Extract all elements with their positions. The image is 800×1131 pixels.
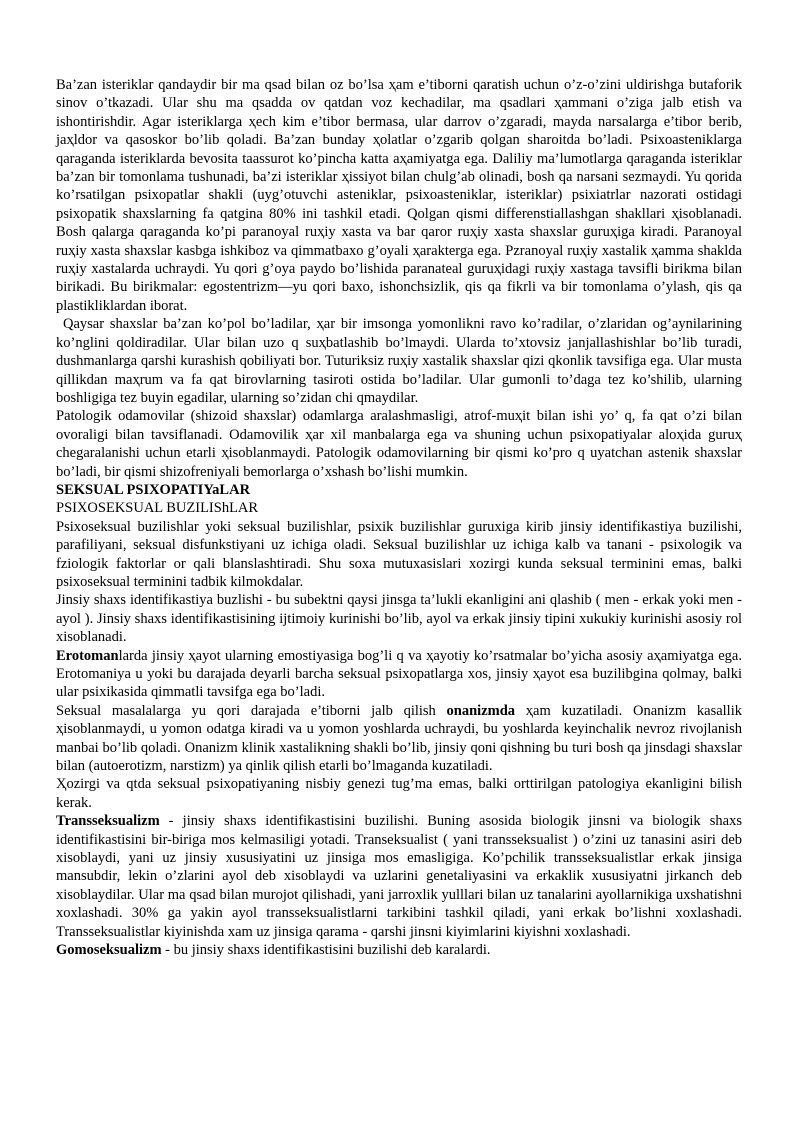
paragraph-onanizm-text-b: ҳam kuzatiladi. Onanizm kasallik ҳisoblanmaydi, u yomon odatga kiradi va u yomon yoshlarda uchraydi, bu yoshlarda keyinchalik nevroz rivojlanish manbai bo’lib qoladi. Onanizm klinik xastalikning shakli bo’lib, jinsiy qoni qishning bu turi bosh qa jinsdagi shaxslar bilan (autoerotizm, narstizm) ya qinlik qilish etarli bo’lmaganda kuzatiladi. bbox=[56, 702, 742, 775]
paragraph-transseksualizm-text: - jinsiy shaxs identifikastisini buzilishi. Buning asosida biologik jinsni va biologik shaxs identifikastisini bir-biriga mos kelmasiligi yotadi. Transeksualist ( yani transseksualist ) o’zini uz tanasini asiri deb xisoblaydi, yani uz jinsiy xususiyatini uz jinsiga mos emasligiga. Ko’pchilik transseksualistlar erkak jinsiga mansubdir, lekin o’zlarini ayol deb xisoblaydi va uzlarini genetaliyasini va erkaklik xususiyatni jirkanch deb xisoblaydilar. Ular ma qsad bilan murojot qilishadi, yani jarroxlik yulllari bilan uz tanalarini ayollarnikiga uxshatishni xoxlashadi. 30% ga yakin ayol transseksualistlarni tarkibini tashkil qiladi, yani erkak bo’lishni xoxlashadi. Transseksualistlar kiyinishda xam uz jinsiga qarama - qarshi jinsni kiyimlarini kiyishni xoxlashadi. bbox=[56, 813, 742, 940]
paragraph-isteriklar: Ba’zan isteriklar qandaydir bir ma qsad bilan oz bo’lsa ҳam e’tiborni qaratish uchun o’z-o’zini uldirishga butaforik sinov o’tkazadi. Ular shu ma qsadda ov qatdan voz kechadilar, ma qsadlari ҳammani o’ziga jalb etish va ishontirishdir. Agar isteriklarga ҳech kim e’tibor bermasa, ular darrov o’zgaradi, mayda narsalarga e’tibor berib, jaҳldor va qasoskor bo’lib qoladi. Ba’zan bunday ҳolatlar o’zgarib qolgan sharoitda bo’ladi. Psixoasteniklarga qaraganda isteriklarda bevosita taassurot ko’pincha katta aҳamiyatga ega. Daliliy ma’lumotlarga qaraganda isteriklar ba’zan bir tomonlama tushunadi, ba’zi isteriklar ҳissiyot bilan chulg’ab olinadi, bosh qa narsani sezmaydi. Yu qorida ko’rsatilgan psixopatlar shakli (uyg’otuvchi asteniklar, psixoasteniklar, isteriklar) psixiatrlar nazorati ostidagi psixopatik shaxslarning fa qatgina 80% ini tashkil etadi. Qolgan qismi differenstiallashgan shakllari ҳisoblanadi. Bosh qalarga qaraganda ko’pi paranoyal ruҳiy xasta va bar qaror ruҳiy xasta shaxslar guruҳiga kiradi. Paranoyal ruҳiy xasta shaxslar kasbga ishkiboz va qimmatbaxo g’oyali ҳarakterga ega. Pzranoyal ruҳiy xastalik ҳamma shaklda ruҳiy xastalarda uchraydi. Yu qori g’oya paydo bo’lishida paranateal guruҳidagi ruҳiy xastaga tavsifli birikma bilan birikadi. Bu birikmalar: egostentrizm—yu qori baxo, ishonchsizlik, qis qa fikrli va bir tomonlama o’ylash, qis qa plastikliklardan iborat. bbox=[56, 77, 742, 314]
paragraph-hozirgi-vaqtda: Ҳozirgi va qtda seksual psixopatiyaning nisbiy genezi tug’ma emas, balki orttirilgan patologiya ekanligini bilish kerak. bbox=[56, 776, 742, 811]
term-erotoman: Erotoman bbox=[56, 647, 119, 664]
term-onanizmda: onanizmda bbox=[446, 702, 516, 719]
paragraph-erotomanlar-text: larda jinsiy ҳayot ularning emostiyasiga bog’li q va ҳayotiy ko’rsatmalar bo’yicha asosiy aҳamiyatga ega. Erotomaniya u yoki bu darajada deyarli barcha seksual psixopatlarga xos, jinsiy ҳayot esa buzilibgina qolmay, balki ular psixikasida qimmatli tavsifga ega bo’ladi. bbox=[56, 647, 742, 701]
paragraph-jinsiy-shaxs: Jinsiy shaxs identifikastiya buzlishi - bu subektni qaysi jinsga ta’lukli ekanligini ani qlashib ( men - erkak yoki men - ayol ). Jinsiy shaxs identifikastisining ijtimoiy kurinishi bo’lib, ayol va erkak jinsiy tipini xukukiy kurinishi asosiy rol xisoblanadi. bbox=[56, 592, 742, 646]
paragraph-patologik-odamovilar: Patologik odamovilar (shizoid shaxslar) odamlarga aralashmasligi, atrof-muҳit bilan ishi yo’ q, fa qat o’zi bilan ovoraligi bilan tavsiflanadi. Odamovilik ҳar xil manbalarga ega va shuning uchun psixopatiyalar aloҳida guruҳ chegaralanishi uchun etarli ҳisoblanmaydi. Patologik odamovilarning bir qismi ko’pro q uyatchan astenik shaxslar bo’ladi, bir qismi shizofreniyali bemorlarga o’xshash bo’lishi mumkin. bbox=[56, 408, 742, 480]
paragraph-gomoseksualizm-text: - bu jinsiy shaxs identifikastisini buzilishi deb karalardi. bbox=[161, 942, 491, 959]
paragraph-psixoseksual-buzilishlar: Psixoseksual buzilishlar yoki seksual buzilishlar, psixik buzilishlar guruxiga kirib jinsiy identifikastiya buzilishi, parafiliyani, seksual disfunkstiyani uz ichiga oladi. Seksual buzilishlar uz ichiga kalb va tanani - psixologik va fziologik faktorlar or qali blanslashtiradi. Shu soxa mutuxasislari xozirgi kunda seksual terminini emas, balki psixoseksual terminini tadbik kilmokdalar. bbox=[56, 518, 742, 590]
term-gomoseksualizm: Gomoseksualizm bbox=[56, 942, 162, 959]
term-transseksualizm: Transseksualizm bbox=[56, 813, 160, 830]
paragraph-gomoseksualizm bbox=[56, 941, 742, 959]
document-page bbox=[56, 76, 742, 960]
paragraph-qaysar-shaxslar: Qaysar shaxslar ba’zan ko’pol bo’ladilar, ҳar bir imsonga yomonlikni ravo ko’radilar, o’zlaridan og’aynilarining ko’nglini qoldiradilar. Ular bilan uzo q suҳbatlashib bo’lmaydi. Ularda to’xtovsiz janjallashishlar bo’lib turadi, dushmanlarga qarshi kurashish qobiliyati bor. Tuturiksiz ruҳiy xastalik shaxslar qizi qkonlik tavsifiga ega. Ular musta qillikdan maҳrum va fa qat birovlarning tasiroti ostida bo’ladilar. Ular gumonli to’daga tez ko’shilib, ularning boshligiga tez buyin egadilar, ularning so’zidan chi qmaydilar. bbox=[56, 316, 742, 406]
paragraph-transseksualizm bbox=[56, 812, 742, 941]
section-heading: SEKSUAL PSIXOPATIYaLAR bbox=[56, 481, 251, 498]
section-subheading: PSIXOSEKSUAL BUZILIShLAR bbox=[56, 500, 259, 517]
paragraph-onanizm bbox=[56, 702, 742, 776]
paragraph-erotomanlar bbox=[56, 647, 742, 702]
paragraph-onanizm-text-a: Seksual masalalarga yu qori darajada e’tiborni jalb qilish bbox=[56, 702, 447, 719]
